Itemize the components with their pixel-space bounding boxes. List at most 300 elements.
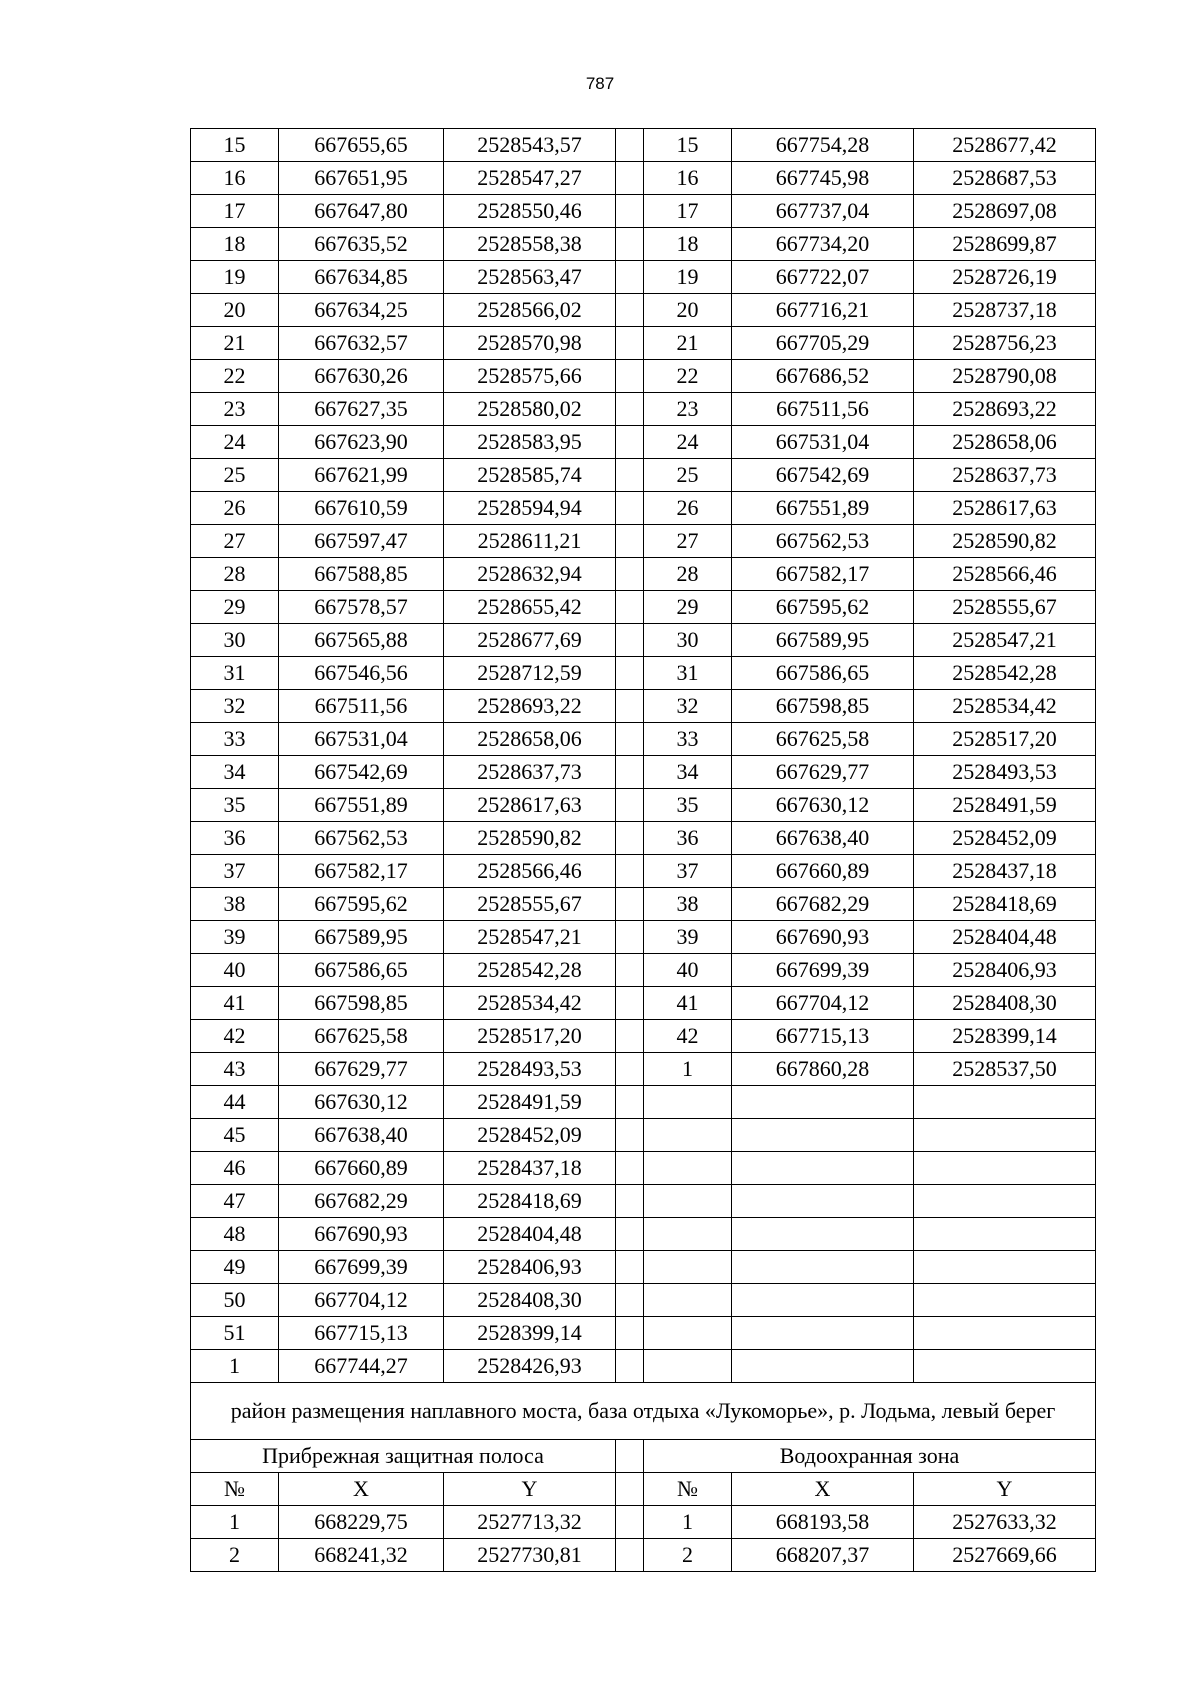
cell-x-right: 667860,28 — [732, 1053, 914, 1086]
cell-num-left: 40 — [191, 954, 279, 987]
cell-num-left: 35 — [191, 789, 279, 822]
separator-cell — [616, 690, 644, 723]
cell-num-right: 32 — [644, 690, 732, 723]
cell-y-right: 2527669,66 — [914, 1539, 1096, 1572]
table-row — [191, 822, 1096, 855]
table-row — [191, 1317, 1096, 1350]
cell-num-right: 27 — [644, 525, 732, 558]
cell-y-left: 2528399,14 — [444, 1317, 616, 1350]
cell-y-left: 2528594,94 — [444, 492, 616, 525]
table-row — [191, 1506, 1096, 1539]
separator-cell — [616, 1185, 644, 1218]
cell-y-right: 2528493,53 — [914, 756, 1096, 789]
cell-num-left: 28 — [191, 558, 279, 591]
cell-x-left: 667621,99 — [279, 459, 444, 492]
cell-y-left: 2528575,66 — [444, 360, 616, 393]
header-y-left: Y — [444, 1473, 616, 1506]
cell-x-left: 667744,27 — [279, 1350, 444, 1383]
cell-num-right — [644, 1251, 732, 1284]
cell-num-right: 37 — [644, 855, 732, 888]
cell-num-left: 1 — [191, 1350, 279, 1383]
cell-x-right: 667754,28 — [732, 129, 914, 162]
cell-y-left: 2528632,94 — [444, 558, 616, 591]
table-row — [191, 657, 1096, 690]
cell-y-left: 2528585,74 — [444, 459, 616, 492]
cell-x-left: 667690,93 — [279, 1218, 444, 1251]
table-row — [191, 1185, 1096, 1218]
separator-cell — [616, 228, 644, 261]
cell-num-right: 17 — [644, 195, 732, 228]
cell-x-right: 667682,29 — [732, 888, 914, 921]
cell-num-left: 51 — [191, 1317, 279, 1350]
cell-x-left: 667634,85 — [279, 261, 444, 294]
separator-cell — [616, 1218, 644, 1251]
cell-num-right: 34 — [644, 756, 732, 789]
cell-y-left: 2527730,81 — [444, 1539, 616, 1572]
cell-y-right: 2528590,82 — [914, 525, 1096, 558]
cell-y-right — [914, 1284, 1096, 1317]
cell-num-left: 23 — [191, 393, 279, 426]
section-caption: район размещения наплавного моста, база отдыха «Лукоморье», р. Лодьма, левый берег — [191, 1383, 1096, 1440]
cell-x-left: 667660,89 — [279, 1152, 444, 1185]
cell-y-left: 2527713,32 — [444, 1506, 616, 1539]
cell-y-left: 2528566,02 — [444, 294, 616, 327]
cell-x-left: 667630,26 — [279, 360, 444, 393]
cell-y-left: 2528583,95 — [444, 426, 616, 459]
cell-x-left: 667598,85 — [279, 987, 444, 1020]
cell-x-left: 667531,04 — [279, 723, 444, 756]
cell-x-right: 667629,77 — [732, 756, 914, 789]
cell-y-right: 2528547,21 — [914, 624, 1096, 657]
cell-x-right: 667551,89 — [732, 492, 914, 525]
cell-y-left: 2528418,69 — [444, 1185, 616, 1218]
table-row — [191, 294, 1096, 327]
cell-y-right: 2528756,23 — [914, 327, 1096, 360]
cell-x-left: 668241,32 — [279, 1539, 444, 1572]
cell-num-left: 32 — [191, 690, 279, 723]
separator-cell — [616, 954, 644, 987]
table-row — [191, 921, 1096, 954]
separator-cell — [616, 426, 644, 459]
cell-x-left: 667586,65 — [279, 954, 444, 987]
separator-cell — [616, 723, 644, 756]
cell-y-right: 2528542,28 — [914, 657, 1096, 690]
table-row — [191, 162, 1096, 195]
cell-y-right: 2528408,30 — [914, 987, 1096, 1020]
cell-num-left: 22 — [191, 360, 279, 393]
cell-x-right: 667531,04 — [732, 426, 914, 459]
table-row — [191, 195, 1096, 228]
table-row — [191, 327, 1096, 360]
cell-y-left: 2528437,18 — [444, 1152, 616, 1185]
cell-num-left: 37 — [191, 855, 279, 888]
cell-x-left: 667588,85 — [279, 558, 444, 591]
cell-x-right: 667722,07 — [732, 261, 914, 294]
cell-num-left: 43 — [191, 1053, 279, 1086]
cell-y-right — [914, 1152, 1096, 1185]
cell-x-left: 667635,52 — [279, 228, 444, 261]
table-row — [191, 1053, 1096, 1086]
cell-num-left: 27 — [191, 525, 279, 558]
cell-num-left: 29 — [191, 591, 279, 624]
cell-x-right — [732, 1119, 914, 1152]
header-x-left: X — [279, 1473, 444, 1506]
zone-title-row — [191, 1440, 1096, 1473]
table-row — [191, 855, 1096, 888]
cell-y-right: 2528617,63 — [914, 492, 1096, 525]
table-row — [191, 360, 1096, 393]
cell-y-left: 2528542,28 — [444, 954, 616, 987]
cell-y-right — [914, 1218, 1096, 1251]
table-row — [191, 723, 1096, 756]
cell-x-right: 667595,62 — [732, 591, 914, 624]
cell-y-right: 2528404,48 — [914, 921, 1096, 954]
cell-num-left: 44 — [191, 1086, 279, 1119]
coordinates-body — [191, 129, 1096, 1383]
cell-x-left: 667651,95 — [279, 162, 444, 195]
water-zone-title: Водоохранная зона — [644, 1440, 1096, 1473]
separator-cell — [616, 1251, 644, 1284]
cell-num-right: 33 — [644, 723, 732, 756]
cell-y-left: 2528493,53 — [444, 1053, 616, 1086]
header-x-right: X — [732, 1473, 914, 1506]
cell-x-right — [732, 1152, 914, 1185]
table-row — [191, 558, 1096, 591]
separator-cell — [616, 624, 644, 657]
separator-cell — [616, 657, 644, 690]
cell-y-left: 2528491,59 — [444, 1086, 616, 1119]
cell-num-right: 38 — [644, 888, 732, 921]
cell-y-right: 2528517,20 — [914, 723, 1096, 756]
cell-y-left: 2528558,38 — [444, 228, 616, 261]
separator-cell — [616, 525, 644, 558]
separator-cell — [616, 558, 644, 591]
separator-cell — [616, 1284, 644, 1317]
cell-num-left: 31 — [191, 657, 279, 690]
cell-y-left: 2528563,47 — [444, 261, 616, 294]
separator-cell — [616, 591, 644, 624]
cell-num-right: 20 — [644, 294, 732, 327]
cell-num-right — [644, 1152, 732, 1185]
separator-cell — [616, 855, 644, 888]
cell-x-left: 667699,39 — [279, 1251, 444, 1284]
cell-x-left: 667546,56 — [279, 657, 444, 690]
cell-num-right: 42 — [644, 1020, 732, 1053]
table-row — [191, 987, 1096, 1020]
cell-x-right: 667690,93 — [732, 921, 914, 954]
header-num-right: № — [644, 1473, 732, 1506]
cell-num-left: 19 — [191, 261, 279, 294]
cell-num-left: 36 — [191, 822, 279, 855]
table-row — [191, 426, 1096, 459]
cell-num-left: 18 — [191, 228, 279, 261]
cell-num-left: 26 — [191, 492, 279, 525]
separator-cell — [616, 1152, 644, 1185]
cell-y-left: 2528404,48 — [444, 1218, 616, 1251]
cell-x-right: 667715,13 — [732, 1020, 914, 1053]
separator-cell — [616, 1119, 644, 1152]
cell-y-left: 2528547,21 — [444, 921, 616, 954]
cell-x-left: 667551,89 — [279, 789, 444, 822]
cell-y-right: 2528534,42 — [914, 690, 1096, 723]
separator-cell — [616, 1506, 644, 1539]
cell-x-right: 667704,12 — [732, 987, 914, 1020]
cell-num-right: 41 — [644, 987, 732, 1020]
cell-y-left: 2528637,73 — [444, 756, 616, 789]
cell-num-left: 16 — [191, 162, 279, 195]
cell-y-left: 2528452,09 — [444, 1119, 616, 1152]
table-row — [191, 1539, 1096, 1572]
separator-cell — [616, 1053, 644, 1086]
cell-x-left: 667632,57 — [279, 327, 444, 360]
table-row — [191, 129, 1096, 162]
cell-x-right: 667511,56 — [732, 393, 914, 426]
separator-cell — [616, 1473, 644, 1506]
cell-x-right — [732, 1086, 914, 1119]
cell-y-right: 2528726,19 — [914, 261, 1096, 294]
cell-num-left: 41 — [191, 987, 279, 1020]
cell-num-right: 35 — [644, 789, 732, 822]
cell-x-right — [732, 1317, 914, 1350]
cell-num-right: 29 — [644, 591, 732, 624]
cell-y-right: 2528677,42 — [914, 129, 1096, 162]
column-header-row — [191, 1473, 1096, 1506]
cell-x-right: 667745,98 — [732, 162, 914, 195]
cell-y-right: 2528555,67 — [914, 591, 1096, 624]
cell-x-right: 667638,40 — [732, 822, 914, 855]
table-row — [191, 525, 1096, 558]
cell-x-right — [732, 1350, 914, 1383]
cell-y-left: 2528517,20 — [444, 1020, 616, 1053]
cell-y-right: 2528658,06 — [914, 426, 1096, 459]
table-row — [191, 789, 1096, 822]
separator-cell — [616, 888, 644, 921]
cell-num-left: 21 — [191, 327, 279, 360]
cell-y-right: 2527633,32 — [914, 1506, 1096, 1539]
cell-x-left: 667634,25 — [279, 294, 444, 327]
cell-num-left: 38 — [191, 888, 279, 921]
cell-num-left: 48 — [191, 1218, 279, 1251]
section-rows — [191, 1506, 1096, 1572]
cell-y-left: 2528580,02 — [444, 393, 616, 426]
cell-y-right: 2528790,08 — [914, 360, 1096, 393]
header-num-left: № — [191, 1473, 279, 1506]
cell-y-right: 2528699,87 — [914, 228, 1096, 261]
cell-x-right: 667589,95 — [732, 624, 914, 657]
cell-num-left: 2 — [191, 1539, 279, 1572]
table-row — [191, 1251, 1096, 1284]
cell-y-left: 2528617,63 — [444, 789, 616, 822]
cell-num-right: 25 — [644, 459, 732, 492]
cell-y-left: 2528658,06 — [444, 723, 616, 756]
cell-y-right: 2528697,08 — [914, 195, 1096, 228]
cell-x-right: 667598,85 — [732, 690, 914, 723]
table-row — [191, 624, 1096, 657]
cell-num-right — [644, 1218, 732, 1251]
cell-num-right — [644, 1350, 732, 1383]
cell-num-left: 30 — [191, 624, 279, 657]
separator-cell — [616, 492, 644, 525]
separator-cell — [616, 921, 644, 954]
cell-x-right — [732, 1284, 914, 1317]
cell-num-right: 22 — [644, 360, 732, 393]
cell-num-right: 40 — [644, 954, 732, 987]
separator-cell — [616, 1020, 644, 1053]
cell-x-left: 667582,17 — [279, 855, 444, 888]
cell-y-left: 2528611,21 — [444, 525, 616, 558]
cell-num-right: 30 — [644, 624, 732, 657]
cell-num-right: 16 — [644, 162, 732, 195]
table-row — [191, 591, 1096, 624]
cell-x-left: 667589,95 — [279, 921, 444, 954]
cell-y-left: 2528655,42 — [444, 591, 616, 624]
cell-y-right: 2528537,50 — [914, 1053, 1096, 1086]
cell-num-left: 25 — [191, 459, 279, 492]
table-row — [191, 1020, 1096, 1053]
cell-num-left: 24 — [191, 426, 279, 459]
cell-num-right — [644, 1317, 732, 1350]
cell-x-right: 667625,58 — [732, 723, 914, 756]
cell-y-right: 2528399,14 — [914, 1020, 1096, 1053]
separator-cell — [616, 822, 644, 855]
cell-num-right: 36 — [644, 822, 732, 855]
cell-x-left: 667625,58 — [279, 1020, 444, 1053]
cell-num-right: 18 — [644, 228, 732, 261]
cell-y-left: 2528534,42 — [444, 987, 616, 1020]
cell-y-right: 2528452,09 — [914, 822, 1096, 855]
cell-x-left: 667704,12 — [279, 1284, 444, 1317]
cell-num-right: 24 — [644, 426, 732, 459]
cell-y-right — [914, 1317, 1096, 1350]
separator-cell — [616, 294, 644, 327]
section-body — [191, 1383, 1096, 1506]
cell-x-left: 667623,90 — [279, 426, 444, 459]
cell-y-left: 2528590,82 — [444, 822, 616, 855]
cell-x-right: 668193,58 — [732, 1506, 914, 1539]
table-row — [191, 1086, 1096, 1119]
cell-y-right: 2528566,46 — [914, 558, 1096, 591]
cell-y-right — [914, 1086, 1096, 1119]
separator-cell — [616, 162, 644, 195]
cell-x-left: 667715,13 — [279, 1317, 444, 1350]
table-row — [191, 756, 1096, 789]
separator-cell — [616, 1086, 644, 1119]
separator-cell — [616, 987, 644, 1020]
separator-cell — [616, 327, 644, 360]
cell-num-left: 49 — [191, 1251, 279, 1284]
cell-num-right — [644, 1119, 732, 1152]
separator-cell — [616, 261, 644, 294]
cell-y-right: 2528437,18 — [914, 855, 1096, 888]
cell-x-right: 667686,52 — [732, 360, 914, 393]
cell-num-right: 1 — [644, 1053, 732, 1086]
cell-x-right: 667582,17 — [732, 558, 914, 591]
cell-num-right — [644, 1086, 732, 1119]
cell-x-left: 668229,75 — [279, 1506, 444, 1539]
table-row — [191, 459, 1096, 492]
cell-y-left: 2528566,46 — [444, 855, 616, 888]
cell-y-right — [914, 1185, 1096, 1218]
cell-x-right: 667705,29 — [732, 327, 914, 360]
cell-y-left: 2528547,27 — [444, 162, 616, 195]
cell-num-left: 34 — [191, 756, 279, 789]
coastal-strip-title: Прибрежная защитная полоса — [191, 1440, 616, 1473]
cell-x-left: 667595,62 — [279, 888, 444, 921]
separator-cell — [616, 360, 644, 393]
cell-y-left: 2528543,57 — [444, 129, 616, 162]
cell-x-right: 667562,53 — [732, 525, 914, 558]
cell-y-left: 2528677,69 — [444, 624, 616, 657]
cell-num-left: 47 — [191, 1185, 279, 1218]
cell-x-right — [732, 1185, 914, 1218]
cell-num-left: 50 — [191, 1284, 279, 1317]
cell-x-left: 667511,56 — [279, 690, 444, 723]
cell-y-right: 2528637,73 — [914, 459, 1096, 492]
cell-x-right: 668207,37 — [732, 1539, 914, 1572]
cell-x-left: 667630,12 — [279, 1086, 444, 1119]
separator-cell — [616, 393, 644, 426]
page-number: 787 — [585, 74, 615, 93]
cell-x-left: 667655,65 — [279, 129, 444, 162]
cell-x-right: 667734,20 — [732, 228, 914, 261]
table-row — [191, 690, 1096, 723]
cell-num-right: 15 — [644, 129, 732, 162]
cell-y-right — [914, 1251, 1096, 1284]
cell-x-left: 667627,35 — [279, 393, 444, 426]
cell-num-right: 21 — [644, 327, 732, 360]
table-row — [191, 1119, 1096, 1152]
cell-y-right — [914, 1119, 1096, 1152]
cell-num-left: 39 — [191, 921, 279, 954]
separator-cell — [616, 789, 644, 822]
cell-num-right: 1 — [644, 1506, 732, 1539]
separator-cell — [616, 1350, 644, 1383]
cell-x-left: 667542,69 — [279, 756, 444, 789]
cell-num-left: 1 — [191, 1506, 279, 1539]
cell-x-left: 667565,88 — [279, 624, 444, 657]
cell-y-right: 2528418,69 — [914, 888, 1096, 921]
separator-cell — [616, 1440, 644, 1473]
cell-num-left: 20 — [191, 294, 279, 327]
cell-y-left: 2528426,93 — [444, 1350, 616, 1383]
cell-num-left: 42 — [191, 1020, 279, 1053]
cell-x-left: 667562,53 — [279, 822, 444, 855]
cell-x-right: 667586,65 — [732, 657, 914, 690]
table-row — [191, 888, 1096, 921]
separator-cell — [616, 1317, 644, 1350]
table-row — [191, 393, 1096, 426]
table-row — [191, 1218, 1096, 1251]
cell-y-right: 2528687,53 — [914, 162, 1096, 195]
cell-y-left: 2528406,93 — [444, 1251, 616, 1284]
cell-y-left: 2528408,30 — [444, 1284, 616, 1317]
separator-cell — [616, 129, 644, 162]
cell-y-left: 2528555,67 — [444, 888, 616, 921]
header-y-right: Y — [914, 1473, 1096, 1506]
table-row — [191, 261, 1096, 294]
cell-y-right: 2528491,59 — [914, 789, 1096, 822]
cell-x-left: 667629,77 — [279, 1053, 444, 1086]
cell-num-right: 28 — [644, 558, 732, 591]
cell-num-left: 15 — [191, 129, 279, 162]
cell-num-left: 46 — [191, 1152, 279, 1185]
cell-num-right: 39 — [644, 921, 732, 954]
cell-num-right: 2 — [644, 1539, 732, 1572]
cell-x-left: 667682,29 — [279, 1185, 444, 1218]
cell-num-right: 23 — [644, 393, 732, 426]
cell-x-right: 667737,04 — [732, 195, 914, 228]
cell-x-right: 667542,69 — [732, 459, 914, 492]
